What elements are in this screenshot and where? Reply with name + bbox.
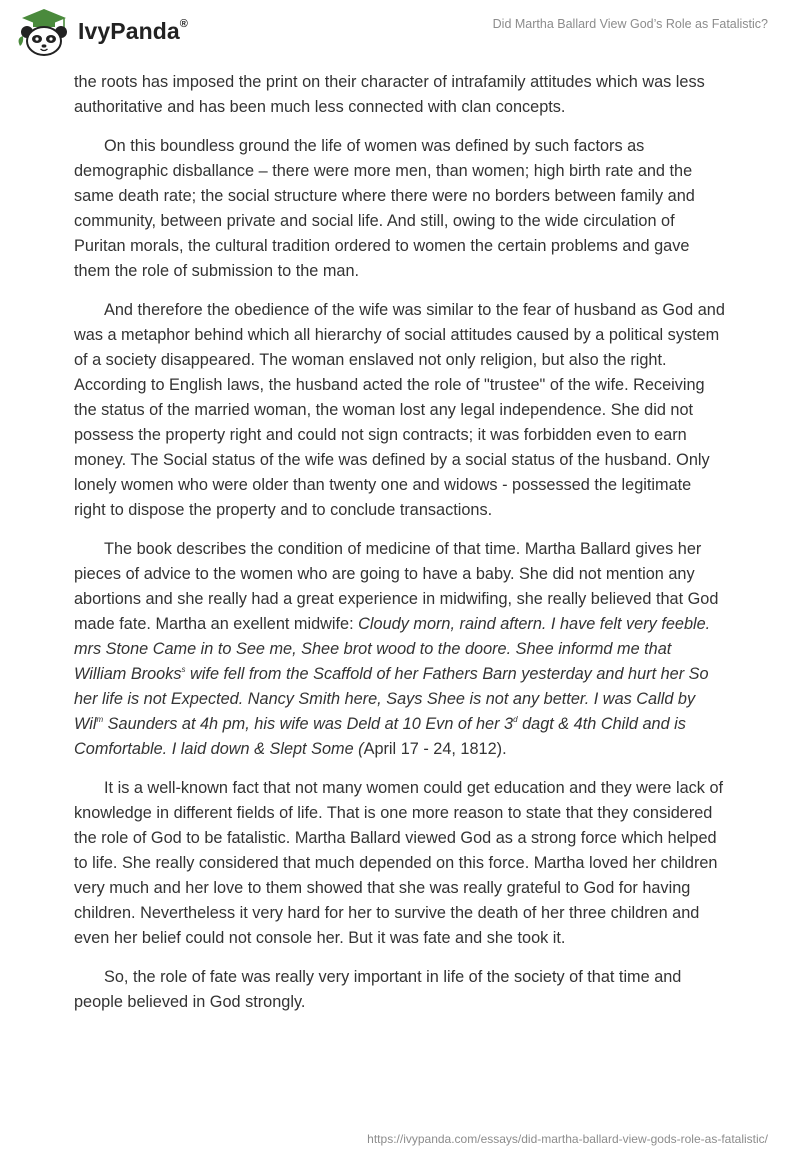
source-url-link[interactable]: https://ivypanda.com/essays/did-martha-ballard-view-gods-role-as-fatalistic/	[367, 1132, 768, 1146]
superscript-m: m	[96, 714, 104, 724]
panda-logo-icon[interactable]	[14, 6, 74, 58]
brand-text: IvyPanda	[78, 18, 180, 44]
quote-citation: April 17 - 24, 1812).	[363, 740, 507, 758]
page-header	[0, 0, 800, 66]
quote-part-d: dagt & 4th Child and is Comfortable. I laid down & Slept Some (	[74, 715, 686, 758]
quote-part-c: Saunders at 4h pm, his wife was Deld at 10 Evn of her 3	[103, 715, 514, 733]
registered-mark: ®	[179, 18, 189, 31]
paragraph-4-lead: The book describes the condition of medicine of that time. Martha Ballard gives her pieces of advice to the women who are going to have a baby. She did not mention any abortions and she really had a great experience in midwifing, she really believed that God made fate. Martha an exellent midwife:	[74, 540, 719, 633]
diary-quote	[74, 615, 710, 758]
quote-part-a: Cloudy morn, raind aftern. I have felt very feeble. mrs Stone Came in to See me, Shee brot wood to the doore. Shee informd me that William Brooks	[74, 615, 711, 683]
paragraph-4	[74, 537, 726, 762]
superscript-d: d	[513, 714, 518, 724]
essay-body	[74, 70, 726, 1029]
paragraph-5: It is a well-known fact that not many women could get education and they were lack of knowledge in different fields of life. That is one more reason to state that they considered the role of God to be fatalistic. Martha Ballard viewed God as a strong force which helped to life. She really considered that much depended on this force. Martha loved her children very much and her love to them showed that she was really grateful to God for having children. Nevertheless it very hard for her to survive the death of her three children and even her belief could not console her. But it was fate and she took it.	[74, 779, 724, 947]
paragraph-2: On this boundless ground the life of women was defined by such factors as demographic disballance – there were more men, than women; high birth rate and the same death rate; the social structure where there were no borders between family and community, between private and social life. And still, owing to the wide circulation of Puritan morals, the cultural tradition ordered to women the certain problems and gave them the role of submission to the man.	[74, 137, 695, 280]
document-title: Did Martha Ballard View God’s Role as Fatalistic?	[492, 17, 768, 31]
paragraph-3: And therefore the obedience of the wife was similar to the fear of husband as God and was a metaphor behind which all hierarchy of social attitudes caused by a political system of a society disappeared. The woman enslaved not only religion, but also the right. According to English laws, the husband acted the role of "trustee" of the wife. Receiving the status of the married woman, the woman lost any legal independence. She did not possess the property right and could not sign contracts; it was forbidden even to earn money. The Social status of the wife was defined by a social status of the husband. Only lonely women who were older than twenty one and widows - possessed the legitimate right to dispose the property and to conclude transactions.	[74, 301, 725, 519]
superscript-s: s	[181, 664, 186, 674]
brand-name[interactable]	[78, 18, 188, 45]
paragraph-6: So, the role of fate was really very important in life of the society of that time and people believed in God strongly.	[74, 968, 682, 1011]
quote-part-b: wife fell from the Scaffold of her Fathers Barn yesterday and hurt her So her life is not Expected. Nancy Smith here, Says Shee is not any better. I was Calld by Wil	[74, 665, 709, 733]
paragraph-1: the roots has imposed the print on their character of intrafamily attitudes which was less authoritative and has been much less connected with clan concepts.	[74, 73, 705, 116]
